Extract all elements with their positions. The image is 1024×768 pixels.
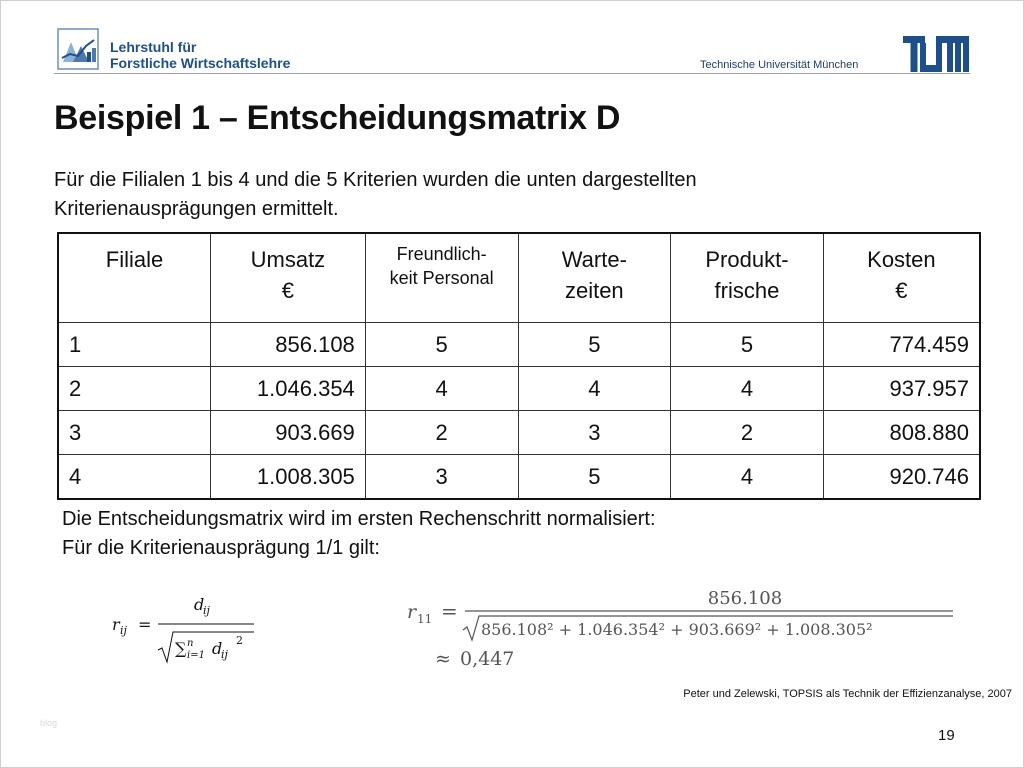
header-wartezeiten: Warte- zeiten: [518, 233, 671, 323]
cell-wartezeiten: 5: [518, 455, 671, 500]
header-produktfrische: Produkt- frische: [671, 233, 824, 323]
cell-wartezeiten: 4: [518, 367, 671, 411]
table-row: [58, 411, 980, 455]
cell-produktfrische: 4: [671, 455, 824, 500]
source-citation: Peter und Zelewski, TOPSIS als Technik der Effizienzanalyse, 2007: [683, 688, 1012, 700]
university-name: Technische Universität München: [700, 59, 859, 71]
normalization-text: [62, 505, 656, 563]
header-kosten: Kosten €: [823, 233, 980, 323]
example-denominator: 856.108² + 1.046.354² + 903.669² + 1.008.305²: [481, 620, 873, 639]
cell-umsatz: 1.046.354: [211, 367, 366, 411]
cell-kosten: 920.746: [823, 455, 980, 500]
cell-umsatz: 856.108: [211, 323, 366, 367]
cell-kosten: 808.880: [823, 411, 980, 455]
cell-freundlichkeit: 4: [365, 367, 518, 411]
cell-filiale: 4: [58, 455, 211, 500]
cell-filiale: 2: [58, 367, 211, 411]
cell-filiale: 1: [58, 323, 211, 367]
cell-produktfrische: 4: [671, 367, 824, 411]
formula-denominator-var: d: [212, 639, 223, 658]
cell-freundlichkeit: 3: [365, 455, 518, 500]
intro-text: [54, 166, 954, 224]
cell-umsatz: 903.669: [211, 411, 366, 455]
formula-denominator-sub: ij: [221, 648, 228, 661]
formula-lhs-sub: ij: [120, 624, 127, 637]
chair-name-line2: Forstliche Wirtschaftslehre: [110, 55, 291, 71]
formula-numerator-sub: ij: [203, 604, 210, 617]
cell-produktfrische: 5: [671, 323, 824, 367]
formula-sum-lower: i=1: [187, 650, 205, 661]
table-row: [58, 367, 980, 411]
intro-line1: Für die Filialen 1 bis 4 und die 5 Kriterien wurden die unten dargestellten: [54, 169, 697, 191]
header-umsatz: Umsatz €: [211, 233, 366, 323]
chair-name-line1: Lehrstuhl für: [110, 39, 197, 55]
cell-freundlichkeit: 2: [365, 411, 518, 455]
table-header-row: [58, 233, 980, 323]
chair-name: [110, 39, 290, 71]
table-row: [58, 455, 980, 500]
formula-exponent: 2: [236, 634, 243, 647]
cell-filiale: 3: [58, 411, 211, 455]
formula-numerator: d: [194, 595, 205, 614]
formula-equals: =: [138, 615, 152, 634]
example-formula: [405, 580, 965, 675]
slide-title: Beispiel 1 – Entscheidungsmatrix D: [54, 99, 621, 137]
normalization-line1: Die Entscheidungsmatrix wird im ersten Rechenschritt normalisiert:: [62, 508, 656, 530]
formula-lhs: r: [112, 615, 120, 634]
chair-logo-icon: [57, 28, 99, 70]
example-lhs: r: [407, 601, 417, 623]
watermark: blog: [40, 718, 58, 728]
cell-wartezeiten: 3: [518, 411, 671, 455]
normalization-line2: Für die Kriterienausprägung 1/1 gilt:: [62, 537, 380, 559]
example-result: 0,447: [460, 648, 515, 670]
formula-sum-upper: n: [187, 638, 194, 649]
example-approx-symbol: ≈: [435, 648, 451, 670]
example-equals: =: [441, 599, 458, 623]
normalization-formula: [112, 588, 272, 668]
cell-umsatz: 1.008.305: [211, 455, 366, 500]
tum-logo-icon: [903, 36, 969, 72]
cell-kosten: 937.957: [823, 367, 980, 411]
cell-kosten: 774.459: [823, 323, 980, 367]
formula-sum-symbol: ∑: [175, 639, 187, 658]
header-divider: [54, 73, 970, 74]
table-row: [58, 323, 980, 367]
decision-matrix-table: [57, 232, 981, 500]
header-filiale: Filiale: [58, 233, 211, 323]
header-freundlichkeit: Freundlich- keit Personal: [365, 233, 518, 323]
intro-line2: Kriterienausprägungen ermittelt.: [54, 198, 339, 220]
cell-produktfrische: 2: [671, 411, 824, 455]
cell-freundlichkeit: 5: [365, 323, 518, 367]
cell-wartezeiten: 5: [518, 323, 671, 367]
example-numerator: 856.108: [707, 588, 783, 609]
page-number: 19: [938, 727, 955, 744]
example-lhs-sub: 11: [417, 612, 433, 626]
